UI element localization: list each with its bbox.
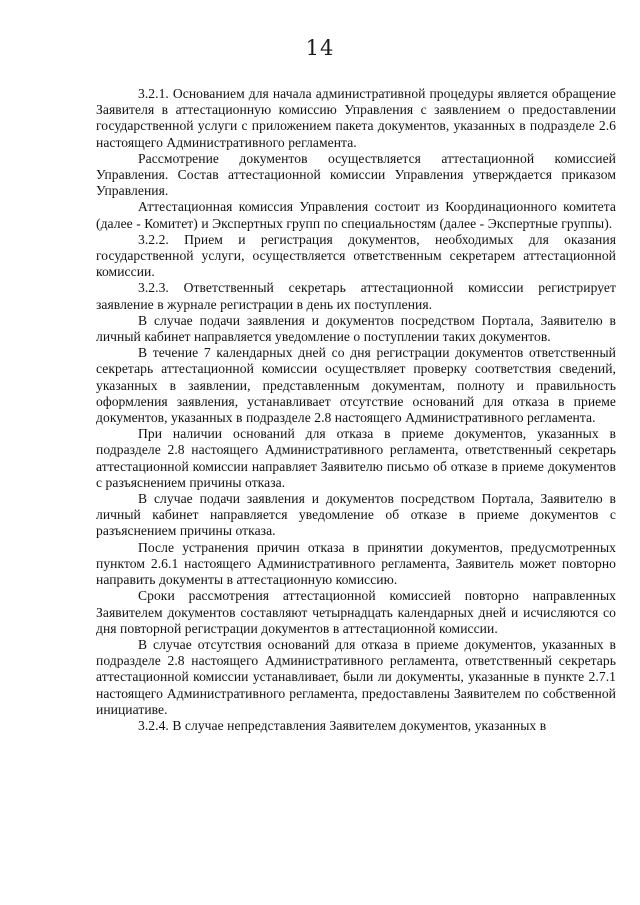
- paragraph-portal-notification: В случае подачи заявления и документов посредством Портала, Заявителю в личный кабинет направляется уведомление о поступлении таких документов.: [96, 312, 616, 345]
- paragraph-refusal-letter: При наличии оснований для отказа в приеме документов, указанных в подразделе 2.8 настоящего Административного регламента, ответственный секретарь аттестационной комиссии направляет Заявителю письмо об отказе в приеме документов с разъяснением причины отказа.: [96, 426, 616, 490]
- paragraph-resubmission: После устранения причин отказа в принятии документов, предусмотренных пунктом 2.6.1 настоящего Административного регламента, Заявитель может повторно направить документы в аттестационную комиссию.: [96, 539, 616, 588]
- paragraph-portal-refusal: В случае подачи заявления и документов посредством Портала, Заявителю в личный кабинет направляется уведомление об отказе в приеме документов с разъяснением причины отказа.: [96, 491, 616, 539]
- paragraph-own-initiative: В случае отсутствия оснований для отказа в приеме документов, указанных в подразделе 2.8 настоящего Административного регламента, ответственный секретарь аттестационной комиссии устанавливает, были ли документы, указанные в пункте 2.7.1 настоящего Административного регламента, предоставлены Заявителем по собственной инициативе.: [96, 636, 616, 717]
- paragraph-resubmission-terms: Сроки рассмотрения аттестационной комиссией повторно направленных Заявителем документов составляют четырнадцать календарных дней и исчисляются со дня повторной регистрации документов в аттестационной комиссии.: [96, 588, 616, 636]
- paragraph-3-2-2: 3.2.2. Прием и регистрация документов, необходимых для оказания государственной услуги, осуществляется ответственным секретарем аттестационной комиссии.: [96, 231, 616, 280]
- paragraph-3-2-3: 3.2.3. Ответственный секретарь аттестационной комиссии регистрирует заявление в журнале регистрации в день их поступления.: [96, 280, 616, 312]
- paragraph-commission-structure: Аттестационная комиссия Управления состоит из Координационного комитета (далее - Комитет) и Экспертных групп по специальностям (далее - Экспертные группы).: [96, 199, 616, 231]
- document-body: [96, 86, 616, 734]
- paragraph-3-2-4: 3.2.4. В случае непредставления Заявителем документов, указанных в: [138, 717, 547, 733]
- paragraph-commission-review: Рассмотрение документов осуществляется аттестационной комиссией Управления. Состав аттестационной комиссии Управления утверждается приказом Управления.: [96, 150, 616, 199]
- page-number: 14: [305, 36, 335, 60]
- paragraph-3-2-1: 3.2.1. Основанием для начала административной процедуры является обращение Заявителя в аттестационную комиссию Управления с заявлением о предоставлении государственной услуги с приложением пакета документов, указанных в подразделе 2.6 настоящего Административного регламента.: [96, 86, 616, 150]
- paragraph-verification-period: В течение 7 календарных дней со дня регистрации документов ответственный секретарь аттестационной комиссии осуществляет проверку соответствия сведений, указанных в заявлении, представленным документам, полноту и правильность оформления заявления, устанавливает отсутствие оснований для отказа в приеме документов, указанных в подразделе 2.8 настоящего Административного регламента.: [96, 345, 616, 426]
